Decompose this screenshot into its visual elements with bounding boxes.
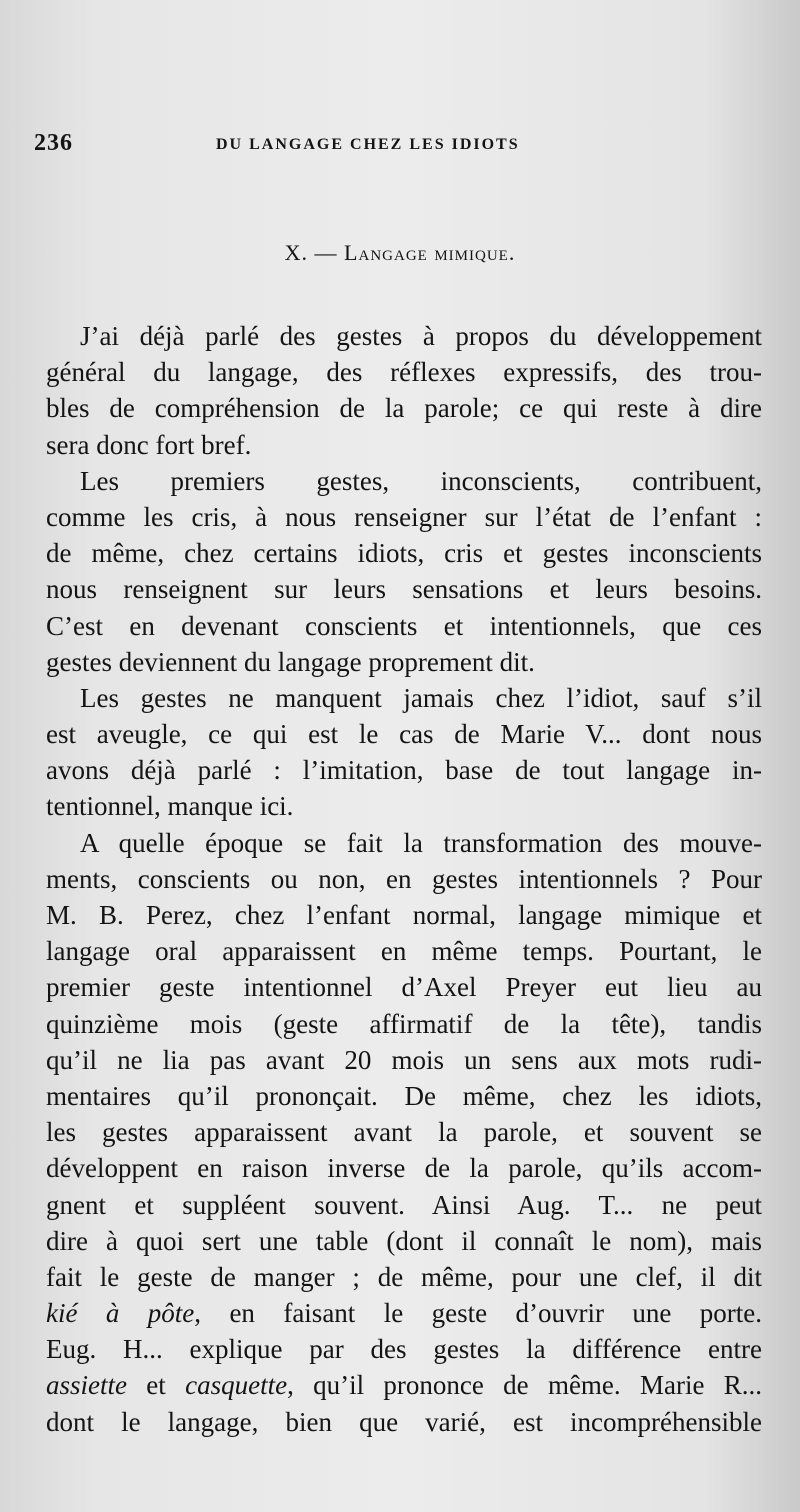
text-line: les gestes apparaissent avant la parole, et souvent se [46, 1117, 762, 1148]
italic-term: casquette [185, 1370, 288, 1401]
body-text [46, 318, 762, 1440]
text-line: comme les cris, à nous renseigner sur l’état de l’enfant : [46, 501, 762, 532]
text-line: développent en raison inverse de la parole, qu’ils accom- [46, 1153, 762, 1184]
text-line: Les gestes ne manquent jamais chez l’idiot, sauf s’il [80, 682, 762, 713]
text-line: bles de compréhension de la parole; ce qui reste à dire [46, 393, 762, 424]
text-line: Eug. H... explique par des gestes la différence entre [46, 1334, 762, 1365]
italic-term: assiette [46, 1370, 127, 1401]
text-fragment: , qu’il prononce de même. Marie R... [287, 1370, 762, 1401]
text-line: tentionnel, manque ici. [46, 791, 294, 822]
text-fragment: , en faisant le geste d’ouvrir une porte. [194, 1298, 762, 1329]
running-head [34, 130, 774, 160]
text-line: C’est en devenant conscients et intentionnels, que ces [46, 610, 762, 641]
text-line: ments, conscients ou non, en gestes intentionnels ? Pour [46, 863, 762, 894]
text-line: A quelle époque se fait la transformation des mouve- [80, 827, 762, 858]
text-fragment: et [127, 1370, 186, 1401]
text-line: Les premiers gestes, inconscients, contribuent, [80, 465, 762, 496]
text-line: J’ai déjà parlé des gestes à propos du développement [80, 321, 762, 351]
italic-term: kié à pôte [46, 1298, 195, 1329]
text-line: gnent et suppléent souvent. Ainsi Aug. T... ne peut [46, 1189, 762, 1220]
text-line [46, 1295, 762, 1331]
section-heading: X. — Langage mimique. [284, 240, 516, 265]
text-line: dire à quoi sert une table (dont il connaît le nom), mais [46, 1225, 762, 1256]
text-line: quinzième mois (geste affirmatif de la tête), tandis [46, 1008, 762, 1039]
text-line: de même, chez certains idiots, cris et gestes inconscients [46, 538, 762, 569]
text-line: sera donc fort bref. [46, 429, 252, 460]
text-line: M. B. Perez, chez l’enfant normal, langage mimique et [46, 900, 762, 930]
text-line [46, 1367, 762, 1403]
page-number: 236 [34, 130, 73, 156]
text-line: dont le langage, bien que varié, est incompréhensible [46, 1406, 762, 1437]
text-line: mentaires qu’il prononçait. De même, chez les idiots, [46, 1080, 762, 1111]
text-line: qu’il ne lia pas avant 20 mois un sens aux mots rudi- [46, 1044, 762, 1075]
text-line: est aveugle, ce qui est le cas de Marie V... dont nous [46, 719, 762, 750]
running-title: DU LANGAGE CHEZ LES IDIOTS [216, 136, 520, 153]
text-line: langage oral apparaissent en même temps. Pourtant, le [46, 936, 762, 967]
text-line: premier geste intentionnel d’Axel Preyer eut lieu au [46, 972, 762, 1003]
text-line: nous renseignent sur leurs sensations et leurs besoins. [46, 574, 762, 605]
text-line: avons déjà parlé : l’imitation, base de tout langage in- [46, 755, 762, 786]
text-line: fait le geste de manger ; de même, pour une clef, il dit [46, 1261, 762, 1292]
text-line: général du langage, des réflexes expressifs, des trou- [46, 357, 762, 388]
text-line: gestes deviennent du langage proprement dit. [46, 646, 535, 677]
